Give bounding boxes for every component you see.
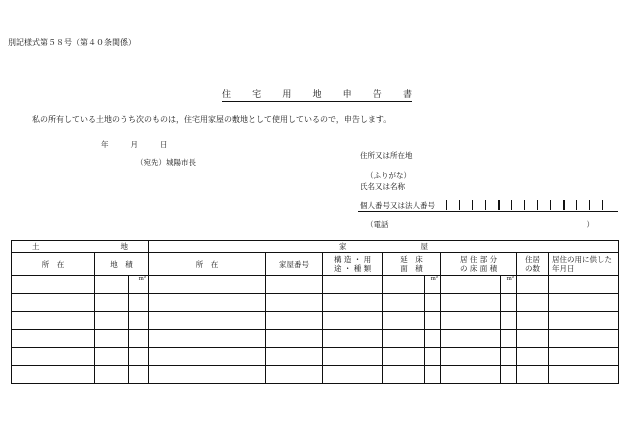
table-cell[interactable] [149,366,266,384]
table-cell[interactable] [95,312,129,330]
table-cell[interactable] [149,312,266,330]
digit-divider [459,200,460,210]
table-cell[interactable] [517,312,549,330]
table-cell[interactable] [383,330,425,348]
col-land-location: 所 在 [12,253,95,276]
table-cell[interactable] [441,294,501,312]
table-cell[interactable] [266,348,323,366]
table-cell[interactable] [501,348,517,366]
digit-divider [485,200,486,210]
table-cell[interactable] [425,294,441,312]
digit-divider [537,200,538,210]
table-cell[interactable] [441,276,501,294]
table-cell[interactable] [517,294,549,312]
table-cell[interactable] [549,348,619,366]
table-cell[interactable] [129,330,149,348]
title-char: 告 [372,90,382,100]
table-cell[interactable] [425,348,441,366]
digit-divider [498,200,500,210]
table-cell[interactable] [323,348,383,366]
table-cell[interactable] [95,294,129,312]
table-cell[interactable] [323,330,383,348]
table-cell[interactable] [441,312,501,330]
table-cell[interactable] [501,366,517,384]
col-land-area: 地 積 [95,253,149,276]
date-month-label: 月 [130,140,138,149]
house-group-char: 屋 [420,242,429,251]
col-dwelling-units [517,253,549,276]
table-row [12,348,619,366]
table-cell[interactable] [441,366,501,384]
sqm-unit: m² [506,276,515,282]
table-cell[interactable] [425,330,441,348]
date-year-label: 年 [101,140,109,149]
table-cell[interactable] [323,312,383,330]
table-cell[interactable] [323,366,383,384]
digit-divider [511,200,512,210]
land-house-table [11,240,619,384]
table-cell[interactable] [549,276,619,294]
table-cell[interactable] [95,348,129,366]
digit-divider [446,200,447,210]
digit-divider [472,200,473,210]
col-residence-date-line1: 居住の用に供した [552,255,613,264]
phone-line[interactable] [366,219,594,230]
table-cell[interactable] [323,294,383,312]
digit-divider [550,200,551,210]
table-cell[interactable] [12,276,95,294]
table-cell[interactable] [266,276,323,294]
table-row [12,294,619,312]
table-cell[interactable] [266,366,323,384]
table-cell[interactable] [441,330,501,348]
title-char: 用 [282,90,292,100]
col-house-location: 所 在 [149,253,266,276]
table-cell[interactable] [95,366,129,384]
date-line [101,139,168,150]
table-cell[interactable] [501,294,517,312]
phone-label: （電話 [366,220,389,229]
table-row [12,366,619,384]
table-cell[interactable] [383,294,425,312]
land-group-char: 地 [120,242,129,251]
table-row [12,276,619,294]
table-cell[interactable] [517,348,549,366]
table-cell[interactable] [323,276,383,294]
title-char: 住 [222,90,232,100]
table-cell[interactable] [266,330,323,348]
table-cell[interactable] [425,276,441,294]
form-number: 別記様式第５８号（第４０条関係） [8,38,136,47]
mynumber-label: 個人番号又は法人番号 [360,201,435,210]
table-row [12,312,619,330]
col-structure-line2: 途 ・ 種 類 [333,264,372,273]
table-cell[interactable] [501,330,517,348]
table-cell[interactable] [129,366,149,384]
col-structure-line1: 構 造 ・ 用 [333,255,372,264]
table-cell[interactable] [383,276,425,294]
table-cell[interactable] [383,348,425,366]
title-char: 宅 [252,90,262,100]
table-cell[interactable] [501,276,517,294]
digit-divider [602,200,603,210]
col-dwelling-units-line1: 住居 [525,255,541,264]
name-label: 氏名又は名称 [360,182,405,191]
table-cell[interactable] [517,330,549,348]
table-cell[interactable] [425,366,441,384]
table-cell[interactable] [149,276,266,294]
col-floor-area [383,253,441,276]
digit-divider [576,200,577,210]
col-floor-area-line2: 面 積 [400,264,423,273]
table-cell[interactable] [129,294,149,312]
declaration-statement: 私の所有している土地のうち次のものは，住宅用家屋の敷地として使用しているので，申告します。 [32,115,392,124]
house-group-header [149,241,619,253]
table-cell[interactable] [12,312,95,330]
table-cell[interactable] [12,366,95,384]
digit-divider [563,200,565,210]
col-dwelling-units-line2: の数 [525,264,541,273]
table-cell[interactable] [95,276,129,294]
table-cell[interactable] [501,312,517,330]
house-group-char: 家 [339,242,347,251]
table-cell[interactable] [383,312,425,330]
table-cell[interactable] [549,366,619,384]
furigana-label: （ふりがな） [366,171,411,180]
date-day-label: 日 [160,140,168,149]
table-cell[interactable] [383,366,425,384]
sqm-unit: m² [138,276,147,282]
addressee: （宛先）城陽市長 [136,158,196,167]
col-residence-area-line2: の 床 面 積 [459,264,498,273]
col-residence-area [441,253,517,276]
table-cell[interactable] [129,276,149,294]
col-residence-area-line1: 居 住 部 分 [459,255,498,264]
form-title [222,87,412,102]
title-char: 申 [342,90,352,100]
table-cell[interactable] [149,294,266,312]
col-house-number: 家屋番号 [266,253,323,276]
table-cell[interactable] [12,294,95,312]
table-cell[interactable] [12,348,95,366]
phone-close: ） [586,220,594,229]
col-structure [323,253,383,276]
title-char: 地 [312,90,322,100]
land-group-char: 土 [32,242,40,251]
table-cell[interactable] [12,330,95,348]
table-cell[interactable] [549,294,619,312]
col-residence-date [549,253,619,276]
col-floor-area-line1: 延 床 [400,255,423,264]
land-group-header [12,241,149,253]
sqm-unit: m² [430,276,439,282]
address-label: 住所又は所在地 [360,151,413,160]
mynumber-digit-boxes[interactable] [446,199,616,211]
table-cell[interactable] [425,312,441,330]
table-cell[interactable] [266,312,323,330]
col-residence-date-line2: 年月日 [552,264,575,273]
table-cell[interactable] [517,276,549,294]
digit-divider [524,200,525,210]
table-cell[interactable] [149,330,266,348]
table-row [12,330,619,348]
table-cell[interactable] [441,348,501,366]
table-cell[interactable] [129,312,149,330]
table-cell[interactable] [266,294,323,312]
mynumber-field[interactable] [358,199,618,212]
table-cell[interactable] [549,330,619,348]
title-char: 書 [402,90,412,100]
table-cell[interactable] [149,348,266,366]
table-cell[interactable] [549,312,619,330]
table-cell[interactable] [517,366,549,384]
table-cell[interactable] [129,348,149,366]
table-cell[interactable] [95,330,129,348]
digit-divider [589,200,590,210]
